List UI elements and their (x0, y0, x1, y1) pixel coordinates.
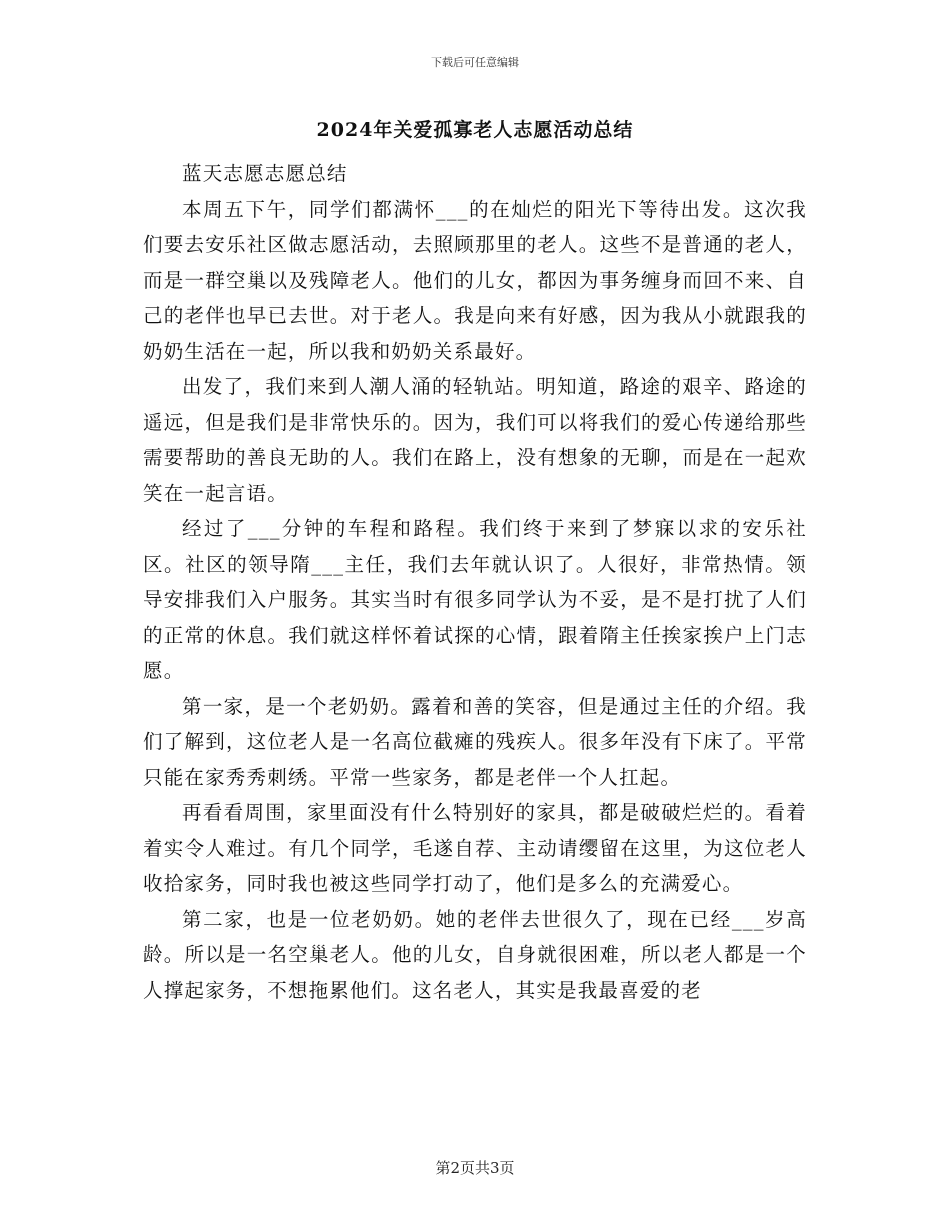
page-number-footer: 第2页共3页 (435, 1159, 515, 1177)
paragraph: 本周五下午，同学们都满怀___的在灿烂的阳光下等待出发。这次我们要去安乐社区做志愿活动，去照顾那里的老人。这些不是普通的老人，而是一群空巢以及残障老人。他们的儿女，都因为事务缠身而回不来、自己的老伴也早已去世。对于老人。我是向来有好感，因为我从小就跟我的奶奶生活在一起，所以我和奶奶关系最好。 (143, 197, 807, 363)
paragraph: 第二家，也是一位老奶奶。她的老伴去世很久了，现在已经___岁高龄。所以是一名空巢老人。他的儿女，自身就很困难，所以老人都是一个人撑起家务，不想拖累他们。这名老人，其实是我最喜爱的老 (143, 907, 807, 1002)
paragraph-subtitle: 蓝天志愿志愿总结 (182, 162, 348, 185)
page-header-note: 下载后可任意编辑 (431, 56, 519, 69)
paragraph: 出发了，我们来到人潮人涌的轻轨站。明知道，路途的艰辛、路途的遥远，但是我们是非常快乐的。因为，我们可以将我们的爱心传递给那些需要帮助的善良无助的人。我们在路上，没有想象的无聊，而是在一起欢笑在一起言语。 (143, 375, 807, 505)
document-title: 2024年关爱孤寡老人志愿活动总结 (316, 119, 634, 141)
document-body (143, 156, 807, 1008)
paragraph: 再看看周围，家里面没有什么特别好的家具，都是破破烂烂的。看着着实令人难过。有几个同学，毛遂自荐、主动请缨留在这里，为这位老人收拾家务，同时我也被这些同学打动了，他们是多么的充满爱心。 (143, 801, 807, 895)
paragraph: 第一家，是一个老奶奶。露着和善的笑容，但是通过主任的介绍。我们了解到，这位老人是一名高位截瘫的残疾人。很多年没有下床了。平常只能在家秀秀刺绣。平常一些家务，都是老伴一个人扛起。 (143, 694, 807, 789)
paragraph: 经过了___分钟的车程和路程。我们终于来到了梦寐以求的安乐社区。社区的领导隋___主任，我们去年就认识了。人很好，非常热情。领导安排我们入户服务。其实当时有很多同学认为不妥，是不是打扰了人们的正常的休息。我们就这样怀着试探的心情，跟着隋主任挨家挨户上门志愿。 (143, 517, 807, 682)
